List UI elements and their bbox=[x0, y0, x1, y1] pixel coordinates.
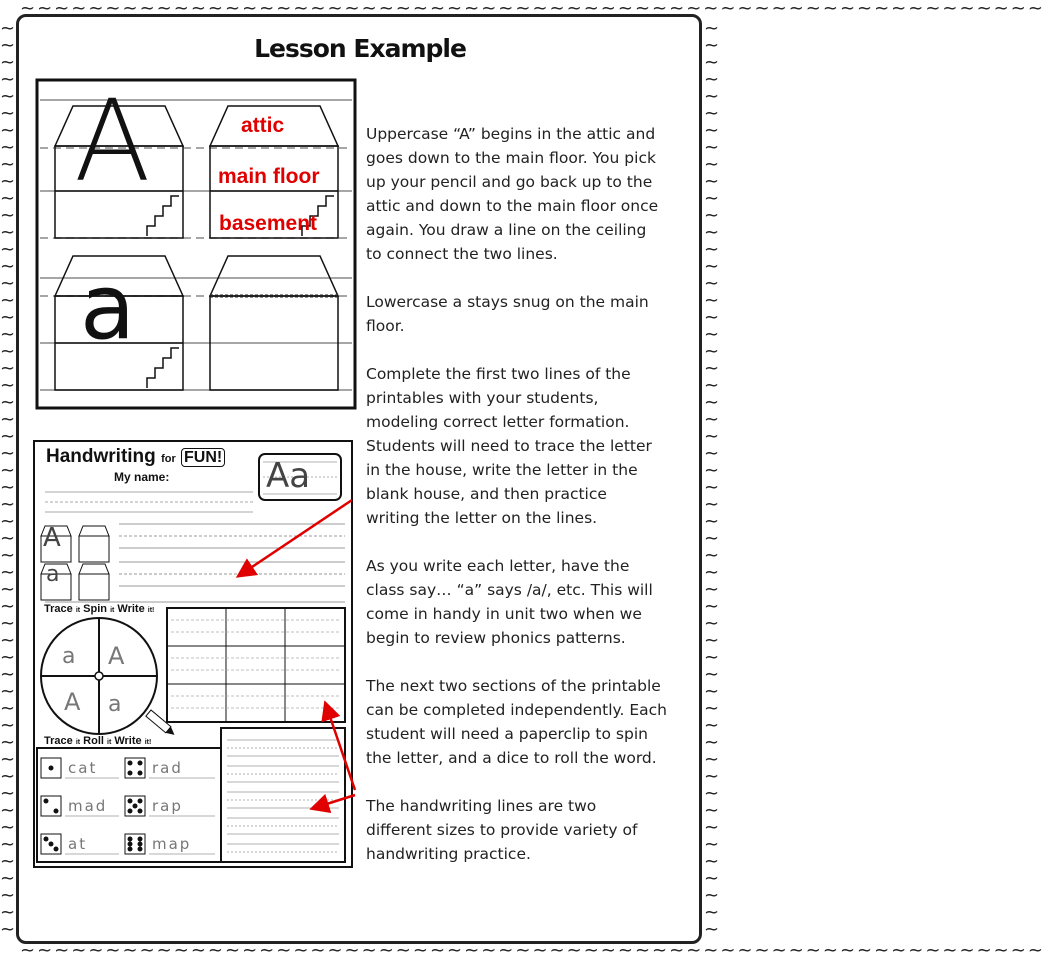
roll-label-trace: Trace bbox=[44, 735, 73, 747]
roll-label-it-1: it bbox=[75, 739, 81, 746]
para3-line4: Students will need to trace the letter bbox=[366, 437, 652, 455]
para5-line2: can be completed independently. Each bbox=[366, 701, 667, 719]
label-attic: attic bbox=[241, 114, 285, 137]
para3-line1: Complete the first two lines of the bbox=[366, 365, 631, 383]
worksheet-badge-letters: Aa bbox=[266, 456, 311, 496]
roll-label-write: Write bbox=[114, 735, 142, 747]
para1-line4: attic and down to the main floor once bbox=[366, 197, 659, 215]
para4-line3: come in handy in unit two when we bbox=[366, 605, 642, 623]
para1-line5: again. You draw a line on the ceiling bbox=[366, 221, 647, 239]
para1-line6: to connect the two lines. bbox=[366, 245, 558, 263]
border-squiggle-left: ~ ~ ~ ~ ~ ~ ~ ~ ~ ~ ~ ~ ~ ~ ~ ~ ~ ~ ~ ~ ~ ~ ~ ~ ~ ~ ~ ~ ~ ~ ~ ~ ~ ~ ~ ~ ~ ~ ~ ~ ~ ~ ~ ~ ~ ~ ~ ~ ~ ~ ~ ~ ~ ~ bbox=[0, 18, 16, 940]
dice-word-1: cat bbox=[68, 759, 98, 777]
roll-label-it-2: it bbox=[107, 739, 112, 746]
roll-label-it-3: it! bbox=[144, 739, 152, 746]
example-lowercase-a: a bbox=[80, 255, 136, 360]
spin-label-trace: Trace bbox=[44, 603, 73, 615]
para2-line1: Lowercase a stays snug on the main bbox=[366, 293, 649, 311]
label-basement: basement bbox=[219, 212, 318, 235]
border-squiggle-right: ~ ~ ~ ~ ~ ~ ~ ~ ~ ~ ~ ~ ~ ~ ~ ~ ~ ~ ~ ~ ~ ~ ~ ~ ~ ~ ~ ~ ~ ~ ~ ~ ~ ~ ~ ~ ~ ~ ~ ~ ~ ~ ~ ~ ~ ~ ~ ~ ~ ~ ~ ~ ~ ~ bbox=[704, 18, 720, 940]
example-uppercase-a: A bbox=[74, 77, 151, 207]
para6-line2: different sizes to provide variety of bbox=[366, 821, 638, 839]
para6-line1: The handwriting lines are two bbox=[366, 797, 597, 815]
spin-label-it-1: it bbox=[75, 607, 81, 614]
worksheet-name-label: My name: bbox=[114, 470, 170, 484]
spinner-letter-4: a bbox=[108, 692, 122, 717]
dice-word-4: rap bbox=[152, 797, 183, 815]
para5-line4: the letter, and a dice to roll the word. bbox=[366, 749, 657, 767]
para3-line6: blank house, and then practice bbox=[366, 485, 607, 503]
mini-house-letter-lower: a bbox=[46, 562, 60, 587]
paragraph-lowercase bbox=[366, 290, 696, 338]
border-squiggle-top: ~~~~~~~~~~~~~~~~~~~~~~~~~~~~~~~~~~~~~~~~~~~~~~~~~~~~~~~~~~~~ bbox=[20, 0, 1045, 19]
spinner-letter-3: A bbox=[64, 688, 81, 716]
para3-line2: printables with your students, bbox=[366, 389, 599, 407]
paragraph-class-say bbox=[366, 554, 696, 650]
worksheet-title-for: for bbox=[161, 453, 176, 465]
para5-line1: The next two sections of the printable bbox=[366, 677, 661, 695]
para2-line2: floor. bbox=[366, 317, 405, 335]
dice-word-5: at bbox=[68, 835, 88, 853]
para1-line2: goes down to the main floor. You pick bbox=[366, 149, 656, 167]
paragraph-uppercase bbox=[366, 122, 696, 266]
roll-label-roll: Roll bbox=[83, 735, 104, 747]
spinner-letter-2: A bbox=[108, 642, 125, 670]
dice-word-3: mad bbox=[68, 797, 108, 815]
paragraph-independent bbox=[366, 674, 696, 770]
para1-line1: Uppercase “A” begins in the attic and bbox=[366, 125, 656, 143]
paragraph-handwriting-lines bbox=[366, 794, 696, 866]
worksheet-title-fun: FUN! bbox=[181, 448, 225, 467]
spin-label-it-2: it bbox=[110, 607, 115, 614]
spinner-letter-1: a bbox=[62, 644, 76, 669]
para4-line2: class say… “a” says /a/, etc. This will bbox=[366, 581, 653, 599]
para3-line7: writing the letter on the lines. bbox=[366, 509, 598, 527]
spin-label-it-3: it! bbox=[147, 607, 155, 614]
para6-line3: handwriting practice. bbox=[366, 845, 531, 863]
spin-label-spin: Spin bbox=[83, 603, 107, 615]
dice-word-6: map bbox=[152, 835, 192, 853]
spin-label-write: Write bbox=[117, 603, 145, 615]
para3-line5: in the house, write the letter in the bbox=[366, 461, 638, 479]
dice-word-2: rad bbox=[152, 759, 183, 777]
para5-line3: student will need a paperclip to spin bbox=[366, 725, 648, 743]
para3-line3: modeling correct letter formation. bbox=[366, 413, 630, 431]
label-main-floor: main floor bbox=[218, 165, 320, 188]
para1-line3: up your pencil and go back up to the bbox=[366, 173, 653, 191]
para4-line1: As you write each letter, have the bbox=[366, 557, 630, 575]
border-squiggle-bottom: ~~~~~~~~~~~~~~~~~~~~~~~~~~~~~~~~~~~~~~~~~~~~~~~~~~~~~~~~~~~~ bbox=[20, 940, 1045, 961]
paragraph-complete-lines bbox=[366, 362, 696, 530]
mini-house-letter-upper: A bbox=[43, 523, 61, 553]
page-title: Lesson Example bbox=[254, 34, 466, 63]
para4-line4: begin to review phonics patterns. bbox=[366, 629, 626, 647]
worksheet-title-main: Handwriting bbox=[46, 446, 156, 467]
